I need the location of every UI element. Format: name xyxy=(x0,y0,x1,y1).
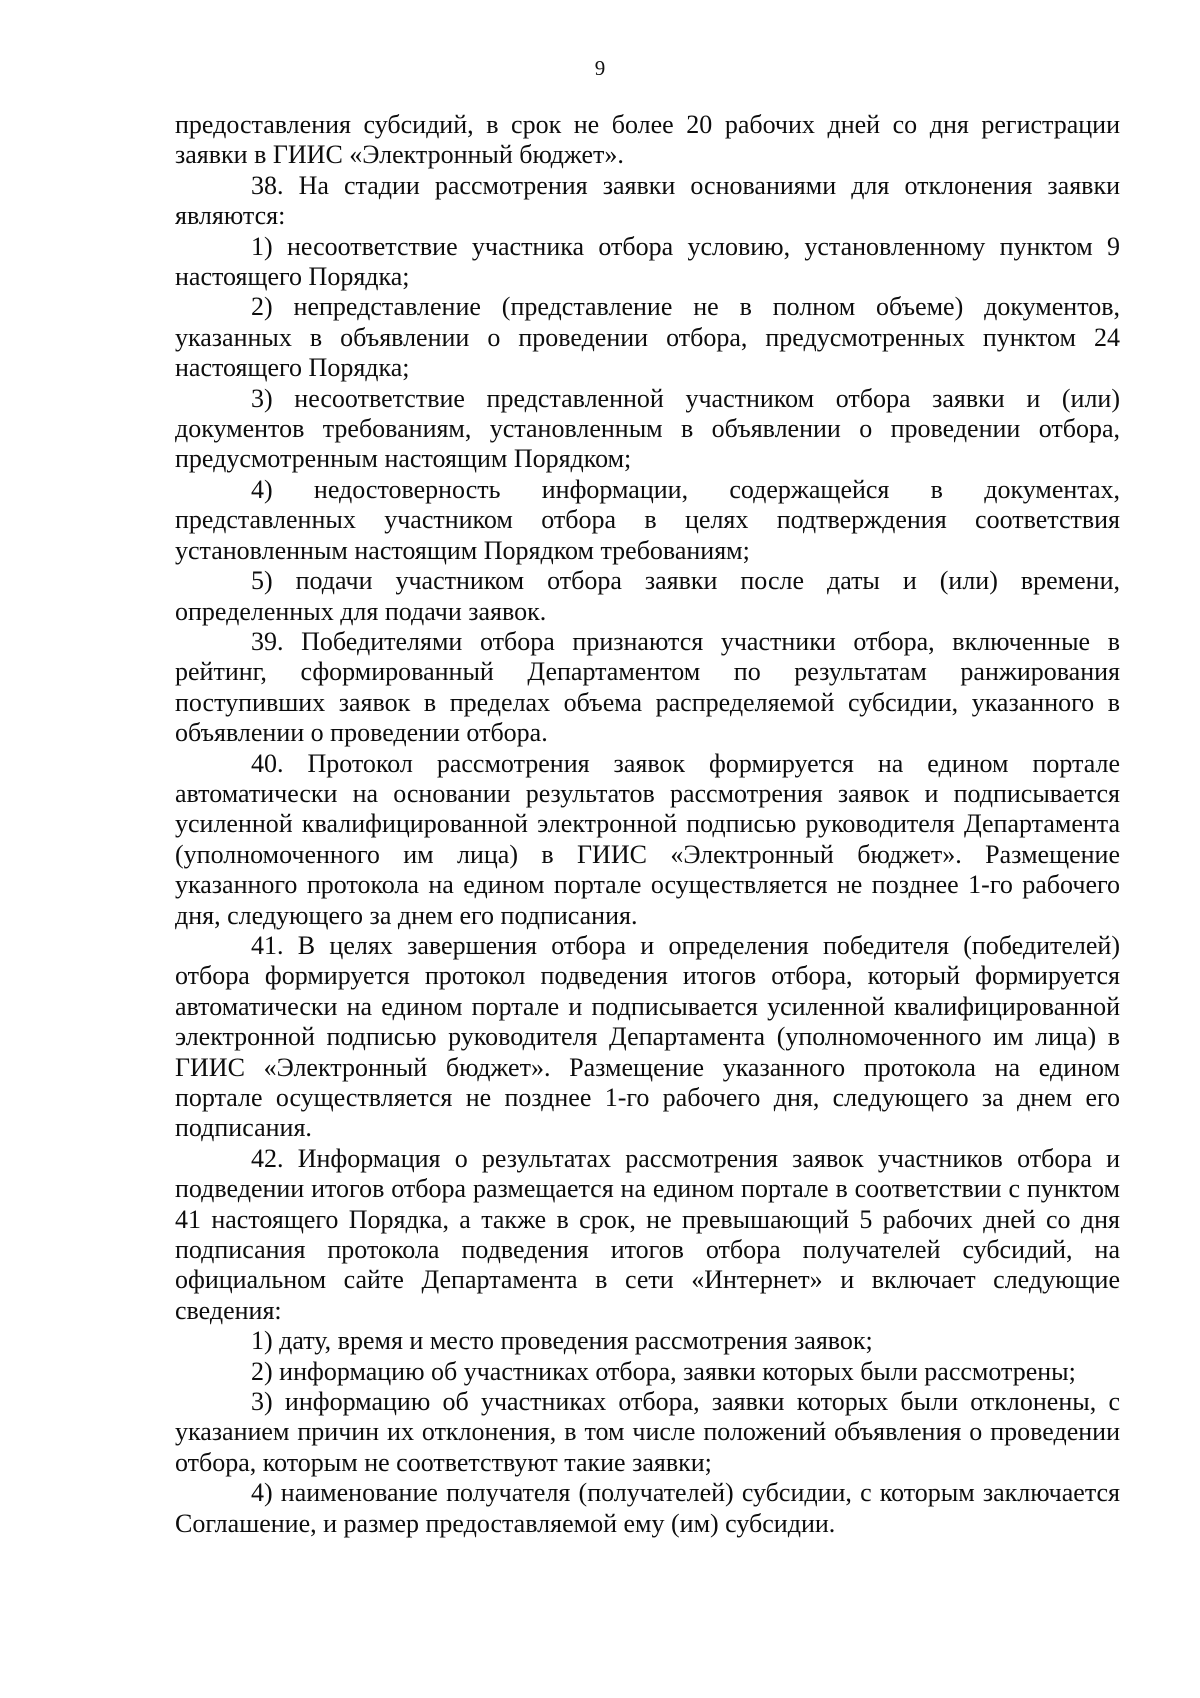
paragraph-38-item-3: 3) несоответствие представленной участником отбора заявки и (или) документов требованиям, установленным в объявлении о проведении отбора, предусмотренным настоящим Порядком; xyxy=(175,383,1120,474)
paragraph-39: 39. Победителями отбора признаются участники отбора, включенные в рейтинг, сформированный Департаментом по результатам ранжирования поступивших заявок в пределах объема распределяемой субсидии, указанного в объявлении о проведении отбора. xyxy=(175,626,1120,748)
page-number: 9 xyxy=(594,56,606,80)
paragraph-42-item-1: 1) дату, время и место проведения рассмотрения заявок; xyxy=(251,1326,873,1356)
paragraph-38-item-2: 2) непредставление (представление не в полном объеме) документов, указанных в объявлении о проведении отбора, предусмотренных пунктом 24 настоящего Порядка; xyxy=(175,292,1120,383)
paragraph-41: 41. В целях завершения отбора и определения победителя (победителей) отбора формируется протокол подведения итогов отбора, который формируется автоматически на едином портале и подписывается усиленной квалифицированной электронной подписью руководителя Департамента (уполномоченного им лица) в ГИИС «Электронный бюджет». Размещение указанного протокола на едином портале осуществляется не позднее 1-го рабочего дня, следующего за днем его подписания. xyxy=(175,930,1120,1143)
paragraph-40: 40. Протокол рассмотрения заявок формируется на едином портале автоматически на основании результатов рассмотрения заявок и подписывается усиленной квалифицированной электронной подписью руководителя Департамента (уполномоченного им лица) в ГИИС «Электронный бюджет». Размещение указанного протокола на едином портале осуществляется не позднее 1-го рабочего дня, следующего за днем его подписания. xyxy=(175,748,1120,930)
paragraph-38-item-4: 4) недостоверность информации, содержащейся в документах, представленных участником отбора в целях подтверждения соответствия установленным настоящим Порядком требованиям; xyxy=(175,474,1120,565)
document-body xyxy=(175,110,1120,1539)
paragraph-continuation: предоставления субсидий, в срок не более 20 рабочих дней со дня регистрации заявки в ГИИС «Электронный бюджет». xyxy=(175,110,1120,170)
paragraph-42-item-3: 3) информацию об участниках отбора, заявки которых были отклонены, с указанием причин их отклонения, в том числе положений объявления о проведении отбора, которым не соответствуют такие заявки; xyxy=(175,1387,1120,1477)
paragraph-38: 38. На стадии рассмотрения заявки основаниями для отклонения заявки являются: xyxy=(175,170,1120,231)
paragraph-38-item-5: 5) подачи участником отбора заявки после даты и (или) времени, определенных для подачи заявок. xyxy=(175,566,1120,626)
paragraph-42: 42. Информация о результатах рассмотрения заявок участников отбора и подведении итогов отбора размещается на едином портале в соответствии с пунктом 41 настоящего Порядка, а также в срок, не превышающий 5 рабочих дней со дня подписания протокола подведения итогов отбора получателей субсидий, на официальном сайте Департамента в сети «Интернет» и включает следующие сведения: xyxy=(175,1143,1120,1325)
paragraph-42-item-2: 2) информацию об участниках отбора, заявки которых были рассмотрены; xyxy=(251,1356,1076,1386)
paragraph-38-item-1: 1) несоответствие участника отбора условию, установленному пунктом 9 настоящего Порядка; xyxy=(175,231,1120,292)
paragraph-42-item-4: 4) наименование получателя (получателей) субсидии, с которым заключается Соглашение, и размер предоставляемой ему (им) субсидии. xyxy=(175,1478,1120,1538)
